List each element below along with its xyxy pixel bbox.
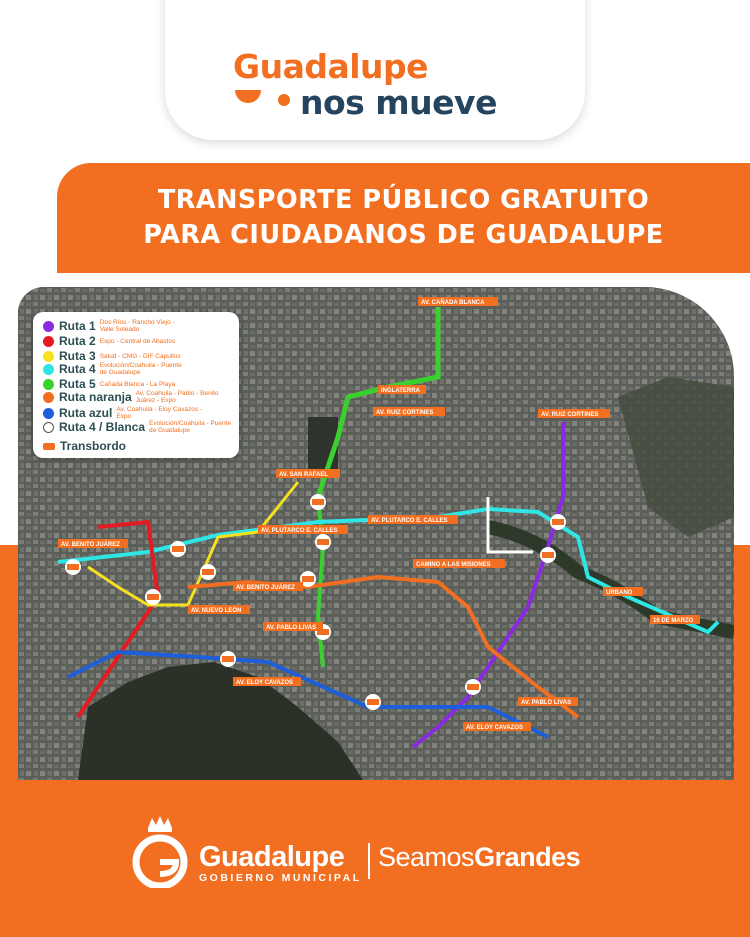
legend-item-name: Ruta 4 / Blanca bbox=[59, 420, 146, 434]
legend-item-name: Ruta 5 bbox=[59, 377, 96, 391]
legend-item-desc: Evolución/Coahuila - Puente de Guadalupe bbox=[99, 362, 182, 376]
legend-item-name: Transbordo bbox=[60, 439, 127, 453]
street-label: CAMINO A LAS MISIONES bbox=[416, 562, 491, 568]
street-label: AV. PABLO LIVAS bbox=[266, 625, 317, 631]
street-label: AV. ELOY CAVAZOS bbox=[236, 680, 294, 686]
street-label: AV. PLUTARCO E. CALLES bbox=[261, 528, 338, 534]
legend-item-desc: Expo - Central de Abastos bbox=[99, 337, 176, 345]
legend-item-desc: Salud - CMG - DIF Capullos bbox=[99, 352, 181, 360]
route-color-icon bbox=[43, 408, 54, 419]
brand-logo-line1: Guadalupe bbox=[233, 47, 429, 86]
title-banner bbox=[57, 163, 750, 273]
legend-item-ruta-5 bbox=[43, 377, 190, 391]
legend-item-ruta-3 bbox=[43, 349, 190, 363]
street-label: INGLATERRA bbox=[381, 388, 420, 394]
bus-icon bbox=[43, 443, 55, 450]
legend-item-name: Ruta 1 bbox=[59, 319, 96, 333]
dot-icon bbox=[278, 94, 290, 106]
footer-divider bbox=[368, 843, 370, 879]
legend-item-desc: Av. Coahuila - Pablo - Benito Juárez - Expo bbox=[135, 390, 219, 404]
slogan-logo bbox=[378, 842, 580, 873]
title-line-2: PARA CIUDADANOS DE GUADALUPE bbox=[143, 220, 664, 250]
legend-item-name: Ruta azul bbox=[59, 406, 113, 420]
street-label: 16 DE MARZO bbox=[653, 618, 694, 624]
street-label: AV. RUIZ CORTINES bbox=[376, 410, 434, 416]
street-label: AV. RUIZ CORTINES bbox=[541, 412, 599, 418]
legend-item-desc: Av. Coahuila - Eloy Cavazos - Expo bbox=[116, 406, 203, 420]
title-line-1: TRANSPORTE PÚBLICO GRATUITO bbox=[157, 185, 650, 215]
street-label: AV. NUEVO LEÓN bbox=[191, 608, 242, 614]
legend-item-ruta-azul bbox=[43, 406, 206, 420]
route-color-icon bbox=[43, 336, 54, 347]
street-label: AV. SAN RAFAEL bbox=[279, 472, 329, 478]
smile-icon bbox=[235, 90, 261, 103]
street-label: AV. ELOY CAVAZOS bbox=[466, 725, 524, 731]
legend-item-ruta-1 bbox=[43, 319, 190, 333]
route-color-icon bbox=[43, 422, 54, 433]
legend-item-desc: Cañada Blanca - La Playa bbox=[99, 380, 176, 388]
legend-item-ruta-2 bbox=[43, 334, 190, 348]
street-label: AV. CAÑADA BLANCA bbox=[421, 300, 485, 306]
legend-item-desc: Evolución/Coahuila - Puente de Guadalupe bbox=[149, 420, 232, 434]
route-color-icon bbox=[43, 321, 54, 332]
legend-item-name: Ruta 2 bbox=[59, 334, 96, 348]
street-label: AV. PABLO LIVAS bbox=[521, 700, 572, 706]
legend-item-name: Ruta 4 bbox=[59, 362, 96, 376]
crown-g-icon bbox=[128, 816, 192, 888]
route-color-icon bbox=[43, 392, 54, 403]
route-color-icon bbox=[43, 379, 54, 390]
route-color-icon bbox=[43, 351, 54, 362]
legend-item-name: Ruta naranja bbox=[59, 390, 132, 404]
brand-logo-card bbox=[165, 0, 585, 140]
route-color-icon bbox=[43, 364, 54, 375]
legend-item-ruta-4 bbox=[43, 362, 190, 376]
slogan-part2: Grandes bbox=[474, 842, 581, 872]
street-label: AV. BENITO JUÁREZ bbox=[236, 585, 295, 591]
gov-subtitle: GOBIERNO MUNICIPAL bbox=[199, 872, 362, 884]
gov-logo-emblem bbox=[128, 816, 192, 892]
brand-logo-line2: nos mueve bbox=[300, 83, 497, 122]
legend-item-ruta-4-blanca bbox=[43, 420, 239, 434]
street-label: AV. PLUTARCO E. CALLES bbox=[371, 518, 448, 524]
legend-item-desc: Dos Ríos - Rancho Viejo - Valle Soleado bbox=[99, 319, 175, 333]
slogan-part1: Seamos bbox=[378, 842, 475, 872]
route-legend bbox=[33, 312, 239, 458]
legend-item-transbordo bbox=[43, 439, 126, 453]
gov-name: Guadalupe bbox=[199, 841, 345, 873]
legend-item-ruta-naranja bbox=[43, 390, 226, 404]
legend-item-name: Ruta 3 bbox=[59, 349, 96, 363]
street-label: AV. BENITO JUÁREZ bbox=[61, 542, 120, 548]
street-label: URBANO bbox=[606, 590, 633, 596]
